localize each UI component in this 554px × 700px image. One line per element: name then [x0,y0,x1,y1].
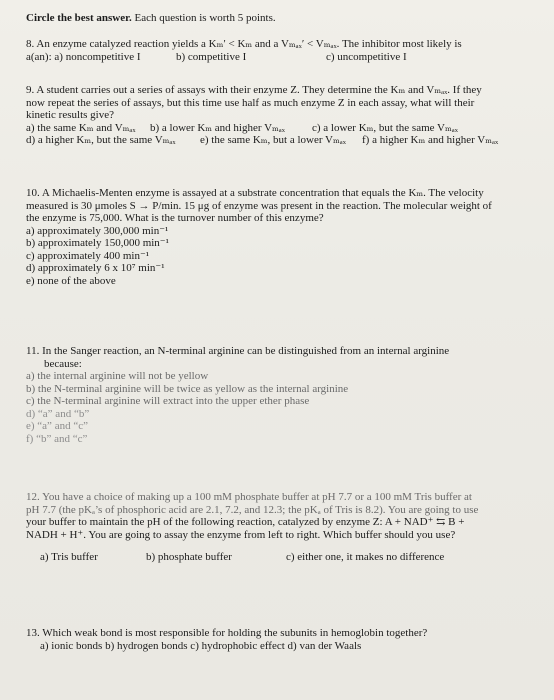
q12-option-a[interactable]: a) Tris buffer [40,551,98,563]
question-12 [26,491,526,564]
q9-stem-line-1: 9. A student carries out a series of assays with their enzyme Z. They determine the Kₘ and Vₘₐₓ. If they [26,84,482,96]
instructions [26,12,526,25]
q12-stem-line-3: your buffer to maintain the pH of the following reaction, catalyzed by enzyme Z: A + NAD⁺ ⇆ B + [26,516,465,528]
q10-stem-line-2: measured is 30 μmoles S → P/min. 15 μg of enzyme was present in the reaction. The molecular weight of [26,199,492,212]
q13-stem: 13. Which weak bond is most responsible for holding the subunits in hemoglobin together? [26,627,428,639]
q10-option-a[interactable]: a) approximately 300,000 min⁻¹ [26,224,169,237]
q11-stem-line-1: 11. In the Sanger reaction, an N-terminal arginine can be distinguished from an internal arginine [26,345,450,357]
q9-option-b[interactable]: b) a lower Kₘ and higher Vₘₐₓ [150,121,285,134]
q11-option-b[interactable]: b) the N-terminal arginine will be twice as yellow as the internal arginine [26,382,349,395]
q8-option-a[interactable]: a(an): a) noncompetitive I [26,50,141,63]
instructions-rest: Each question is worth 5 points. [131,12,276,24]
q12-option-b[interactable]: b) phosphate buffer [146,551,232,563]
question-8 [26,38,526,63]
q12-stem-line-2: pH 7.7 (the pKₐ’s of phosphoric acid are 2.1, 7.2, and 12.3; the pKₐ of Tris is 8.2). You are going to use [26,503,479,516]
q11-option-f[interactable]: f) “b” and “c” [26,432,88,445]
question-10 [26,187,526,287]
q10-stem-line-3: the enzyme is 75,000. What is the turnover number of this enzyme? [26,212,324,224]
question-11 [26,345,526,445]
q11-option-c[interactable]: c) the N-terminal arginine will extract into the upper ether phase [26,395,310,407]
q10-option-e[interactable]: e) none of the above [26,274,116,287]
q11-option-e[interactable]: e) “a” and “c” [26,420,88,432]
q11-option-a[interactable]: a) the internal arginine will not be yellow [26,370,209,382]
q9-option-a[interactable]: a) the same Kₘ and Vₘₐₓ [26,121,136,134]
q10-stem-line-1: 10. A Michaelis-Menten enzyme is assayed at a substrate concentration that equals the Kₘ. The velocity [26,187,484,199]
q10-option-b[interactable]: b) approximately 150,000 min⁻¹ [26,237,169,249]
question-9 [26,84,526,147]
q9-option-d[interactable]: d) a higher Kₘ, but the same Vₘₐₓ [26,134,176,146]
q10-option-d[interactable]: d) approximately 6 x 10⁷ min⁻¹ [26,262,165,274]
q11-option-d[interactable]: d) “a” and “b” [26,407,90,420]
q9-option-f[interactable]: f) a higher Kₘ and higher Vₘₐₓ [362,134,499,146]
q8-stem: 8. An enzyme catalyzed reaction yields a Kₘ′ < Kₘ and a Vₘₐₓ′ < Vₘₐₓ. The inhibitor most likely is [26,38,462,50]
q9-option-c[interactable]: c) a lower Kₘ, but the same Vₘₐₓ [312,121,458,134]
q11-stem-line-2: because: [44,357,82,370]
q13-options[interactable]: a) ionic bonds b) hydrogen bonds c) hydrophobic effect d) van der Waals [40,639,362,652]
q9-stem-line-2: now repeat the series of assays, but this time use half as much enzyme Z in each assay, what will their [26,96,475,109]
instructions-bold: Circle the best answer. [26,12,132,24]
q12-stem-line-4: NADH + H⁺. You are going to assay the enzyme from left to right. Which buffer should you use? [26,528,456,541]
q8-option-b[interactable]: b) competitive I [176,50,247,63]
q12-stem-line-1: 12. You have a choice of making up a 100 mM phosphate buffer at pH 7.7 or a 100 mM Tris buffer at [26,491,472,503]
q12-option-c[interactable]: c) either one, it makes no difference [286,551,445,563]
q9-stem-line-3: kinetic results give? [26,109,114,121]
q10-option-c[interactable]: c) approximately 400 min⁻¹ [26,249,150,262]
question-13 [26,627,526,652]
q9-option-e[interactable]: e) the same Kₘ, but a lower Vₘₐₓ [200,134,346,146]
q8-option-c[interactable]: c) uncompetitive I [326,50,407,63]
